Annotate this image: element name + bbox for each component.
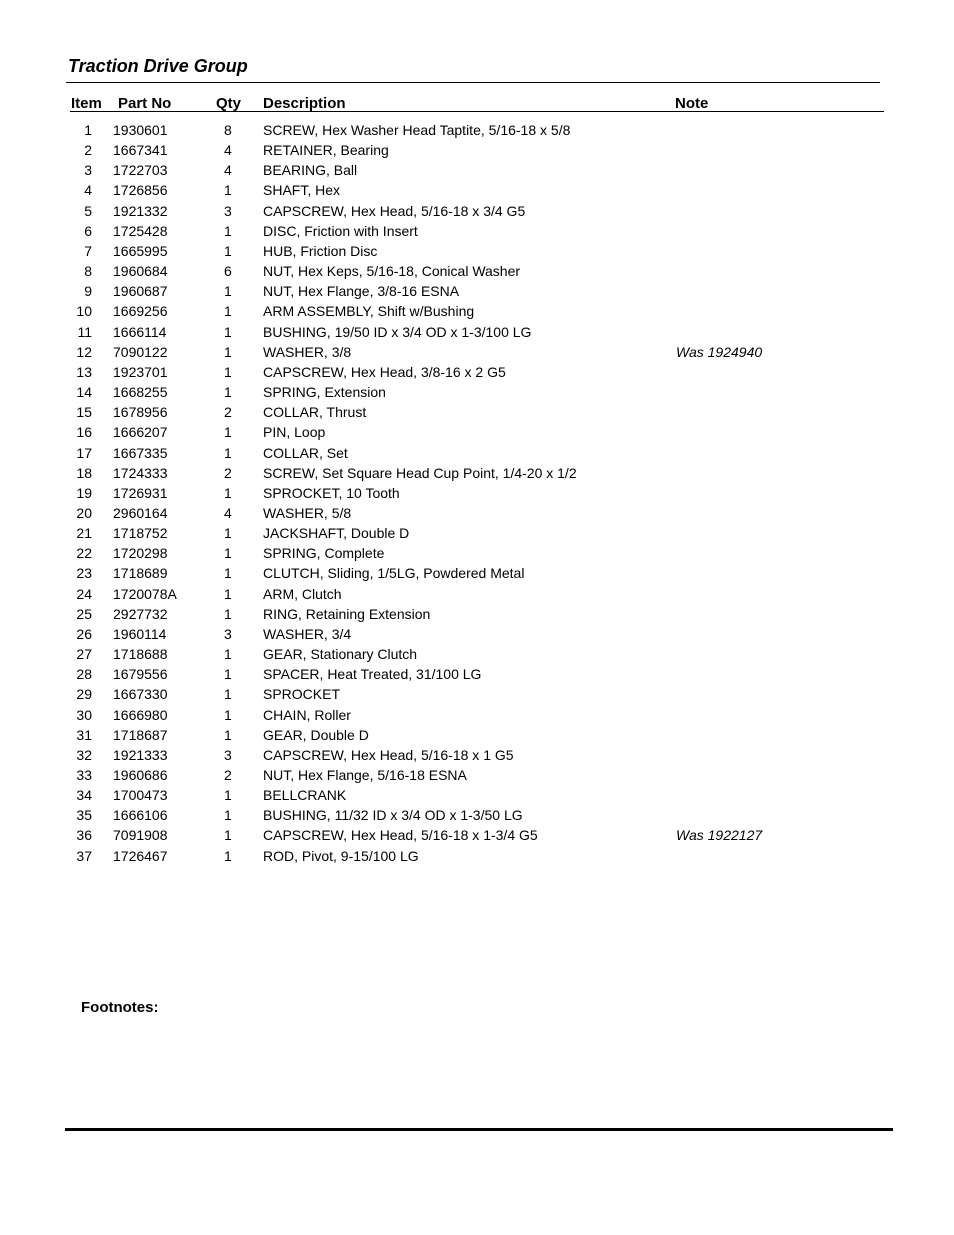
item-cell: 6 <box>84 222 92 239</box>
description-cell: BUSHING, 11/32 ID x 3/4 OD x 1-3/50 LG <box>263 807 523 824</box>
item-cell: 26 <box>76 625 92 642</box>
description-cell: PIN, Loop <box>263 424 326 441</box>
table-row <box>0 382 954 402</box>
part-no-cell: 1720078A <box>113 585 177 602</box>
description-cell: DISC, Friction with Insert <box>263 222 418 239</box>
part-no-cell: 1718689 <box>113 565 168 582</box>
item-cell: 30 <box>76 706 92 723</box>
description-cell: HUB, Friction Disc <box>263 242 378 259</box>
part-no-cell: 1722703 <box>113 162 168 179</box>
table-row <box>0 705 954 725</box>
part-no-cell: 1960684 <box>113 263 168 280</box>
table-row <box>0 443 954 463</box>
table-row <box>0 825 954 845</box>
part-no-cell: 1718687 <box>113 726 168 743</box>
table-row <box>0 785 954 805</box>
item-cell: 7 <box>84 242 92 259</box>
item-cell: 11 <box>77 323 92 340</box>
note-cell: Was 1924940 <box>676 343 763 360</box>
table-row <box>0 563 954 583</box>
qty-cell: 1 <box>224 444 232 461</box>
part-no-cell: 1930601 <box>113 122 168 138</box>
column-header-qty: Qty <box>216 95 242 112</box>
qty-cell: 1 <box>224 222 232 239</box>
description-cell: GEAR, Double D <box>263 726 369 743</box>
description-cell: COLLAR, Set <box>263 444 348 461</box>
item-cell: 20 <box>76 504 92 521</box>
part-no-cell: 1679556 <box>113 666 168 683</box>
item-cell: 10 <box>76 303 92 320</box>
item-cell: 13 <box>76 363 92 380</box>
qty-cell: 4 <box>224 162 232 179</box>
table-row <box>0 805 954 825</box>
description-cell: NUT, Hex Flange, 3/8-16 ESNA <box>263 283 460 300</box>
qty-cell: 8 <box>224 122 232 138</box>
table-row <box>0 422 954 442</box>
part-no-cell: 1667330 <box>113 686 168 703</box>
parts-table <box>0 120 954 866</box>
part-no-cell: 1960114 <box>113 625 167 642</box>
item-cell: 32 <box>76 746 92 763</box>
item-cell: 29 <box>76 686 92 703</box>
table-row <box>0 201 954 221</box>
part-no-cell: 1668255 <box>113 384 168 401</box>
description-cell: RING, Retaining Extension <box>263 605 431 622</box>
item-cell: 3 <box>84 162 92 179</box>
item-cell: 24 <box>76 585 92 602</box>
qty-cell: 1 <box>224 565 232 582</box>
table-row <box>0 745 954 765</box>
table-row <box>0 604 954 624</box>
part-no-cell: 1726856 <box>113 182 168 199</box>
part-no-cell: 1921333 <box>113 746 168 763</box>
footnotes-label: Footnotes: <box>81 999 159 1016</box>
qty-cell: 1 <box>224 666 232 683</box>
description-cell: NUT, Hex Flange, 5/16-18 ESNA <box>263 767 467 783</box>
table-row <box>0 140 954 160</box>
table-row <box>0 483 954 503</box>
part-no-cell: 1667335 <box>113 444 168 461</box>
table-row <box>0 281 954 301</box>
description-cell: JACKSHAFT, Double D <box>263 525 410 542</box>
qty-cell: 1 <box>224 424 232 441</box>
item-cell: 25 <box>76 605 92 622</box>
part-no-cell: 2927732 <box>113 605 168 622</box>
qty-cell: 6 <box>224 263 232 280</box>
note-cell: Was 1922127 <box>676 827 763 844</box>
part-no-cell: 1669256 <box>113 303 168 320</box>
table-row <box>0 846 954 866</box>
description-cell: WASHER, 5/8 <box>263 504 352 521</box>
qty-cell: 1 <box>224 384 232 401</box>
description-cell: BELLCRANK <box>263 787 347 804</box>
part-no-cell: 1923701 <box>113 363 168 380</box>
description-cell: SPROCKET, 10 Tooth <box>263 484 400 501</box>
part-no-cell: 1921332 <box>113 202 168 219</box>
qty-cell: 3 <box>224 746 232 763</box>
bottom-divider <box>65 1128 893 1131</box>
qty-cell: 1 <box>224 847 232 864</box>
part-no-cell: 7090122 <box>113 343 168 360</box>
item-cell: 1 <box>84 122 92 138</box>
qty-cell: 1 <box>224 706 232 723</box>
description-cell: SPROCKET <box>263 686 341 703</box>
table-row <box>0 664 954 684</box>
part-no-cell: 1725428 <box>113 222 168 239</box>
part-no-cell: 1678956 <box>113 404 168 421</box>
item-cell: 2 <box>84 142 92 159</box>
description-cell: CLUTCH, Sliding, 1/5LG, Powdered Metal <box>263 565 525 582</box>
table-row <box>0 523 954 543</box>
qty-cell: 4 <box>224 504 232 521</box>
item-cell: 9 <box>84 283 92 300</box>
qty-cell: 1 <box>224 242 232 259</box>
part-no-cell: 1960687 <box>113 283 168 300</box>
qty-cell: 1 <box>224 686 232 703</box>
description-cell: BUSHING, 19/50 ID x 3/4 OD x 1-3/100 LG <box>263 323 532 340</box>
part-no-cell: 1960686 <box>113 767 168 783</box>
item-cell: 21 <box>76 525 92 542</box>
item-cell: 37 <box>76 847 92 864</box>
item-cell: 33 <box>76 767 92 783</box>
qty-cell: 1 <box>224 585 232 602</box>
qty-cell: 1 <box>224 726 232 743</box>
table-row <box>0 221 954 241</box>
qty-cell: 1 <box>224 787 232 804</box>
description-cell: ARM ASSEMBLY, Shift w/Bushing <box>263 303 475 320</box>
description-cell: SPRING, Complete <box>263 545 385 562</box>
item-cell: 4 <box>84 182 92 199</box>
description-cell: WASHER, 3/8 <box>263 343 352 360</box>
description-cell: ARM, Clutch <box>263 585 342 602</box>
qty-cell: 1 <box>224 827 232 844</box>
table-row <box>0 584 954 604</box>
description-cell: GEAR, Stationary Clutch <box>263 646 418 663</box>
table-row <box>0 765 954 785</box>
item-cell: 36 <box>76 827 92 844</box>
description-cell: NUT, Hex Keps, 5/16-18, Conical Washer <box>263 263 521 280</box>
column-header-description: Description <box>263 95 346 112</box>
item-cell: 19 <box>76 484 92 501</box>
item-cell: 22 <box>76 545 92 562</box>
item-cell: 5 <box>84 202 92 219</box>
table-row <box>0 644 954 664</box>
description-cell: SHAFT, Hex <box>263 182 341 199</box>
table-row <box>0 503 954 523</box>
column-header-note: Note <box>675 95 709 112</box>
item-cell: 17 <box>76 444 92 461</box>
item-cell: 34 <box>76 787 92 804</box>
description-cell: CAPSCREW, Hex Head, 5/16-18 x 1 G5 <box>263 746 514 763</box>
description-cell: SCREW, Set Square Head Cup Point, 1/4-20 x 1/2 <box>263 464 577 481</box>
qty-cell: 1 <box>224 363 232 380</box>
description-cell: SCREW, Hex Washer Head Taptite, 5/16-18 x 5/8 <box>263 122 571 138</box>
description-cell: COLLAR, Thrust <box>263 404 367 421</box>
part-no-cell: 1718688 <box>113 646 168 663</box>
description-cell: BEARING, Ball <box>263 162 358 179</box>
table-row <box>0 624 954 644</box>
description-cell: SPRING, Extension <box>263 384 386 401</box>
part-no-cell: 1720298 <box>113 545 168 562</box>
item-cell: 31 <box>76 726 92 743</box>
qty-cell: 1 <box>224 545 232 562</box>
qty-cell: 1 <box>224 807 232 824</box>
item-cell: 35 <box>76 807 92 824</box>
table-row <box>0 342 954 362</box>
table-row <box>0 160 954 180</box>
description-cell: ROD, Pivot, 9-15/100 LG <box>263 847 419 864</box>
table-row <box>0 241 954 261</box>
part-no-cell: 1666114 <box>113 323 167 340</box>
qty-cell: 2 <box>224 404 232 421</box>
description-cell: CAPSCREW, Hex Head, 3/8-16 x 2 G5 <box>263 363 506 380</box>
part-no-cell: 1666207 <box>113 424 168 441</box>
qty-cell: 1 <box>224 646 232 663</box>
header-divider <box>70 111 884 112</box>
part-no-cell: 1666980 <box>113 706 168 723</box>
qty-cell: 1 <box>224 343 232 360</box>
column-header-part-no: Part No <box>118 95 172 112</box>
part-no-cell: 1667341 <box>113 142 168 159</box>
table-row <box>0 120 954 140</box>
item-cell: 16 <box>76 424 92 441</box>
part-no-cell: 1665995 <box>113 242 168 259</box>
qty-cell: 1 <box>224 605 232 622</box>
qty-cell: 1 <box>224 283 232 300</box>
part-no-cell: 7091908 <box>113 827 168 844</box>
page-title: Traction Drive Group <box>68 56 248 76</box>
qty-cell: 4 <box>224 142 232 159</box>
description-cell: CAPSCREW, Hex Head, 5/16-18 x 1-3/4 G5 <box>263 827 538 844</box>
table-row <box>0 543 954 563</box>
description-cell: CHAIN, Roller <box>263 706 351 723</box>
table-row <box>0 684 954 704</box>
table-row <box>0 301 954 321</box>
title-divider <box>66 82 880 83</box>
part-no-cell: 1724333 <box>113 464 168 481</box>
part-no-cell: 1726931 <box>113 484 168 501</box>
table-row <box>0 725 954 745</box>
qty-cell: 3 <box>224 202 232 219</box>
description-cell: RETAINER, Bearing <box>263 142 389 159</box>
column-header-item: Item <box>71 95 102 112</box>
qty-cell: 1 <box>224 182 232 199</box>
description-cell: CAPSCREW, Hex Head, 5/16-18 x 3/4 G5 <box>263 202 526 219</box>
item-cell: 23 <box>76 565 92 582</box>
item-cell: 15 <box>76 404 92 421</box>
part-no-cell: 1718752 <box>113 525 168 542</box>
part-no-cell: 1666106 <box>113 807 168 824</box>
qty-cell: 2 <box>224 464 232 481</box>
qty-cell: 1 <box>224 484 232 501</box>
item-cell: 27 <box>76 646 92 663</box>
item-cell: 8 <box>84 263 92 280</box>
item-cell: 28 <box>76 666 92 683</box>
qty-cell: 3 <box>224 625 232 642</box>
table-row <box>0 261 954 281</box>
table-row <box>0 322 954 342</box>
description-cell: SPACER, Heat Treated, 31/100 LG <box>263 666 482 683</box>
item-cell: 18 <box>76 464 92 481</box>
qty-cell: 2 <box>224 767 232 783</box>
description-cell: WASHER, 3/4 <box>263 625 352 642</box>
item-cell: 14 <box>76 384 92 401</box>
item-cell: 12 <box>76 343 92 360</box>
table-row <box>0 463 954 483</box>
table-row <box>0 402 954 422</box>
part-no-cell: 1726467 <box>113 847 168 864</box>
part-no-cell: 1700473 <box>113 787 168 804</box>
qty-cell: 1 <box>224 323 232 340</box>
qty-cell: 1 <box>224 303 232 320</box>
qty-cell: 1 <box>224 525 232 542</box>
table-row <box>0 180 954 200</box>
table-row <box>0 362 954 382</box>
part-no-cell: 2960164 <box>113 504 168 521</box>
